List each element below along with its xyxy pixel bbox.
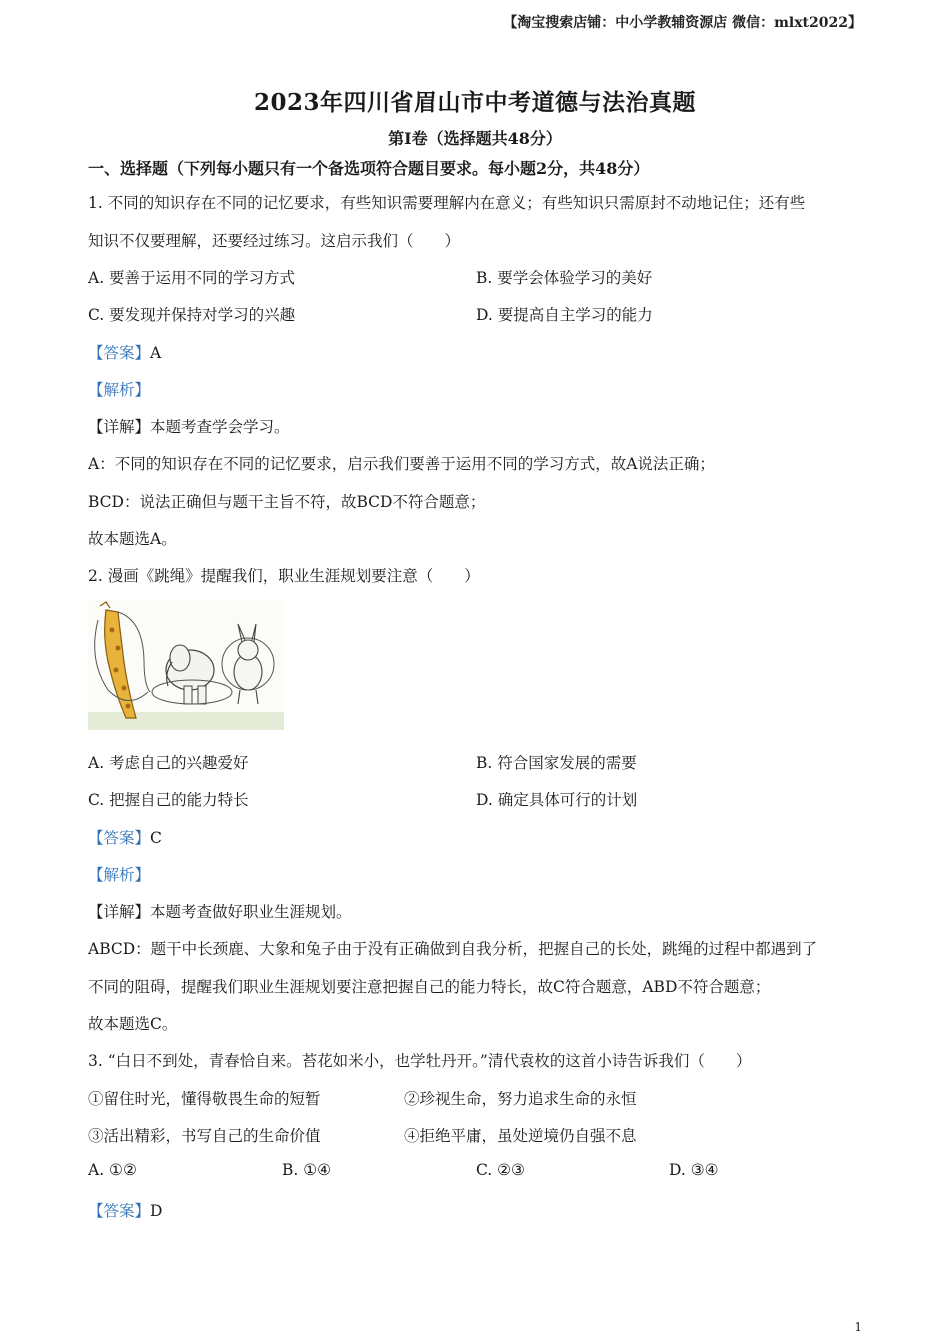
q2-analysis-row: [88, 863, 150, 885]
answer-tag: 【答案】: [88, 344, 151, 362]
q1-option-c: C. 要发现并保持对学习的兴趣: [88, 306, 296, 324]
q3-statement-4: ④拒绝平庸，虽处逆境仍自强不息: [404, 1127, 637, 1145]
q3-stem: 3. “白日不到处，青春恰自来。苔花如米小，也学牡丹开。”清代袁枚的这首小诗告诉我们（ ）: [88, 1052, 752, 1070]
q1-detail-row: [88, 415, 290, 437]
q3-statement-1: ①留住时光，懂得敬畏生命的短暂: [88, 1090, 321, 1108]
volume-heading: 第Ⅰ卷（选择题共48分）: [388, 129, 562, 148]
page-title: 2023年四川省眉山市中考道德与法治真题: [253, 89, 696, 116]
q1-stem-line-1: 1. 不同的知识存在不同的记忆要求，有些知识需要理解内在意义；有些知识只需原封不动地记住；还有些: [88, 194, 806, 212]
q2-option-a: A. 考虑自己的兴趣爱好: [88, 754, 249, 772]
q3-option-c: C. ②③: [476, 1161, 525, 1179]
q3-option-b: B. ①④: [282, 1161, 332, 1179]
q1-answer-value: A: [150, 344, 162, 362]
q2-explanation-1: ABCD：题干中长颈鹿、大象和兔子由于没有正确做到自我分析，把握自己的长处，跳绳的过程中都遇到了: [88, 940, 818, 958]
q2-stem: 2. 漫画《跳绳》提醒我们，职业生涯规划要注意（ ）: [88, 567, 480, 585]
answer-tag: 【答案】: [88, 829, 151, 847]
q1-explanation-3: 故本题选A。: [88, 530, 177, 548]
q2-answer-row: [88, 826, 162, 848]
page-number: 1: [854, 1320, 862, 1334]
q1-answer-row: [88, 341, 161, 363]
analysis-tag: 【解析】: [88, 381, 151, 399]
detail-tag: 【详解】: [88, 418, 151, 436]
q3-statement-3: ③活出精彩，书写自己的生命价值: [88, 1127, 321, 1145]
q3-option-d: D. ③④: [669, 1161, 719, 1179]
answer-tag: 【答案】: [88, 1202, 151, 1220]
q1-option-d: D. 要提高自主学习的能力: [476, 306, 653, 324]
q1-stem-line-2: 知识不仅要理解，还要经过练习。这启示我们（ ）: [88, 232, 461, 250]
detail-tag: 【详解】: [88, 903, 151, 921]
q2-explanation-2: 不同的阻碍，提醒我们职业生涯规划要注意把握自己的能力特长，故C符合题意，ABD不符合题意；: [88, 978, 771, 996]
analysis-tag: 【解析】: [88, 866, 151, 884]
q2-option-c: C. 把握自己的能力特长: [88, 791, 249, 809]
q3-answer-value: D: [150, 1202, 163, 1220]
q1-analysis-row: [88, 378, 150, 400]
q3-answer-row: [88, 1199, 162, 1221]
q1-detail-text: 本题考查学会学习。: [150, 418, 290, 436]
q2-option-d: D. 确定具体可行的计划: [476, 791, 638, 809]
q2-explanation-3: 故本题选C。: [88, 1015, 178, 1033]
shop-note: 【淘宝搜索店铺：中小学教辅资源店 微信：mlxt2022】: [503, 15, 862, 31]
q2-option-b: B. 符合国家发展的需要: [476, 754, 637, 772]
q3-statement-2: ②珍视生命，努力追求生命的永恒: [404, 1090, 637, 1108]
q2-detail-text: 本题考查做好职业生涯规划。: [150, 903, 352, 921]
q1-explanation-2: BCD：说法正确但与题干主旨不符，故BCD不符合题意；: [88, 493, 486, 511]
jump-rope-cartoon: [88, 600, 284, 730]
q2-detail-row: [88, 900, 352, 922]
q1-explanation-1: A：不同的知识存在不同的记忆要求，启示我们要善于运用不同的学习方式，故A说法正确；: [88, 455, 715, 473]
section-heading: 一、选择题（下列每小题只有一个备选项符合题目要求。每小题2分，共48分）: [88, 159, 650, 178]
q1-option-b: B. 要学会体验学习的美好: [476, 269, 653, 287]
q2-answer-value: C: [150, 829, 162, 847]
q3-option-a: A. ①②: [88, 1161, 137, 1179]
q1-option-a: A. 要善于运用不同的学习方式: [88, 269, 296, 287]
